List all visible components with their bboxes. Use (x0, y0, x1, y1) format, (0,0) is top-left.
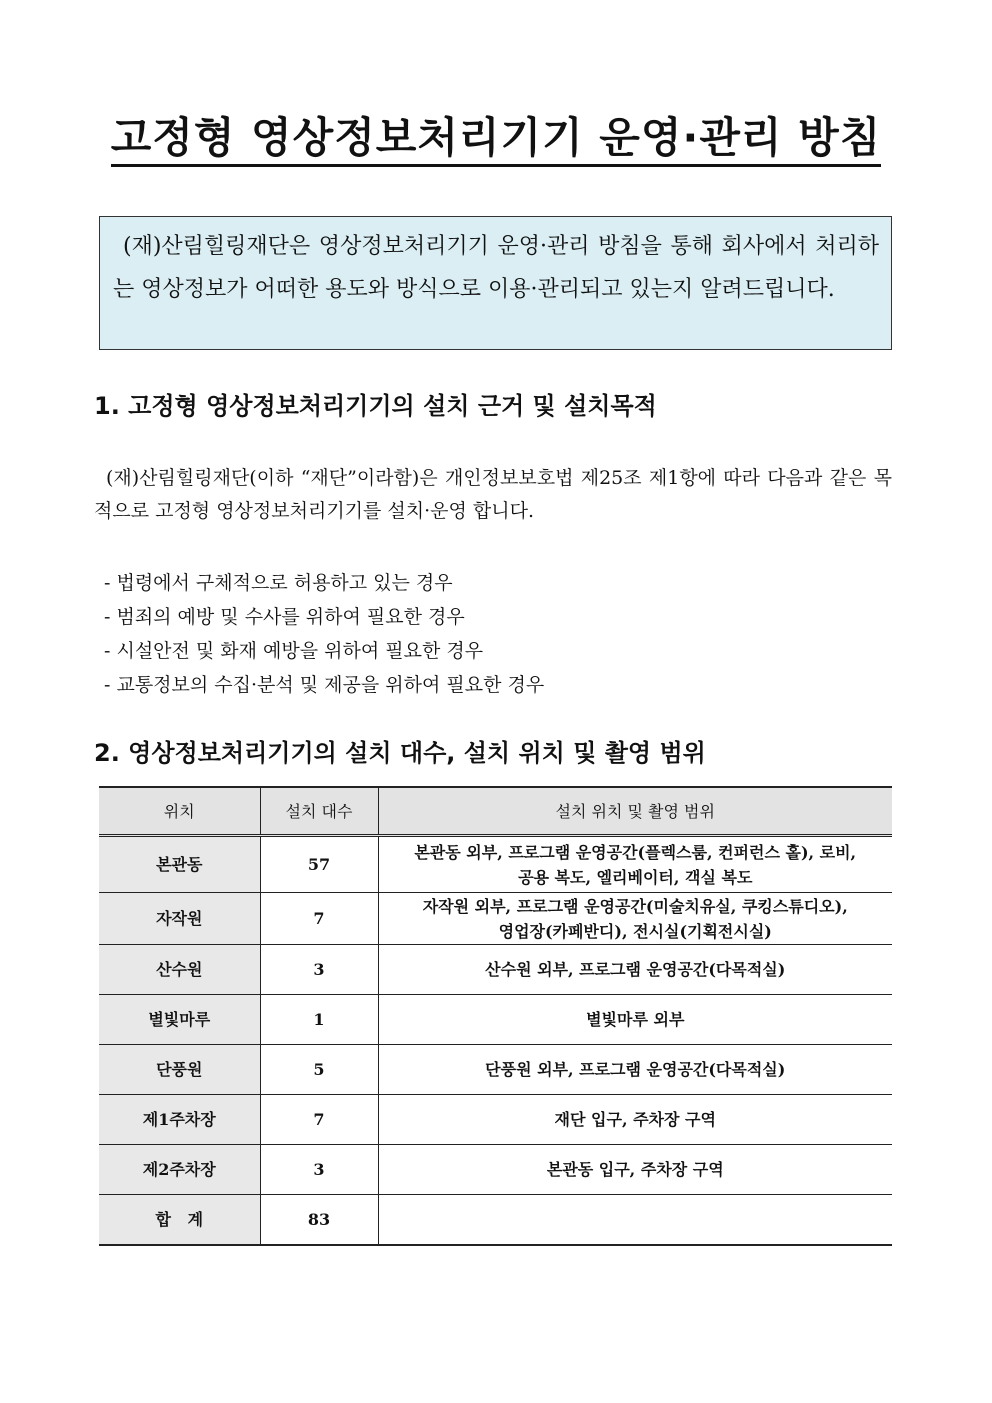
total-count: 83 (260, 1195, 378, 1245)
total-label: 합 계 (99, 1195, 260, 1245)
section1-body: (재)산림힐링재단(이하 “재단”이라함)은 개인정보보호법 제25조 제1항에 따라 다음과 같은 목적으로 고정형 영상정보처리기기를 설치·운영 합니다. (94, 467, 892, 522)
cell-location: 별빛마루 (99, 995, 260, 1045)
table-total-row (99, 1195, 892, 1245)
cell-count: 1 (260, 995, 378, 1045)
cell-range: 본관동 외부, 프로그램 운영공간(플렉스룸, 컨퍼런스 홀), 로비, 공용 복도, 엘리베이터, 객실 복도 (378, 836, 892, 893)
table-row (99, 893, 892, 945)
cell-count: 7 (260, 1095, 378, 1145)
list-item: - 교통정보의 수집·분석 및 제공을 위하여 필요한 경우 (104, 674, 545, 696)
table-row (99, 995, 892, 1045)
document-title: 고정형 영상정보처리기기 운영·관리 방침 (0, 108, 992, 168)
table-row (99, 836, 892, 893)
table-row (99, 945, 892, 995)
cell-range: 산수원 외부, 프로그램 운영공간(다목적실) (378, 945, 892, 995)
intro-text: (재)산림힐링재단은 영상정보처리기기 운영·관리 방침을 통해 회사에서 처리하는 영상정보가 어떠한 용도와 방식으로 이용·관리되고 있는지 알려드립니다. (113, 234, 879, 302)
header-count: 설치 대수 (260, 787, 378, 836)
list-item: - 시설안전 및 화재 예방을 위하여 필요한 경우 (104, 640, 484, 662)
table-header-row (99, 787, 892, 836)
cell-count: 57 (260, 836, 378, 893)
cell-count: 5 (260, 1045, 378, 1095)
cell-location: 자작원 (99, 893, 260, 945)
cell-range: 별빛마루 외부 (378, 995, 892, 1045)
intro-box (99, 216, 892, 350)
cell-count: 3 (260, 945, 378, 995)
installation-table (99, 786, 892, 1246)
cell-count: 7 (260, 893, 378, 945)
section1-heading: 1. 고정형 영상정보처리기기의 설치 근거 및 설치목적 (94, 392, 657, 420)
cell-range: 자작원 외부, 프로그램 운영공간(미술치유실, 쿠킹스튜디오), 영업장(카페반디), 전시실(기획전시실) (378, 893, 892, 945)
cell-range: 재단 입구, 주차장 구역 (378, 1095, 892, 1145)
header-range: 설치 위치 및 촬영 범위 (378, 787, 892, 836)
list-item: - 범죄의 예방 및 수사를 위하여 필요한 경우 (104, 606, 465, 628)
table-row (99, 1095, 892, 1145)
cell-location: 제1주차장 (99, 1095, 260, 1145)
cell-range: 본관동 입구, 주차장 구역 (378, 1145, 892, 1195)
cell-range: 단풍원 외부, 프로그램 운영공간(다목적실) (378, 1045, 892, 1095)
list-item: - 법령에서 구체적으로 허용하고 있는 경우 (104, 572, 453, 594)
table-row (99, 1145, 892, 1195)
cell-location: 제2주차장 (99, 1145, 260, 1195)
header-location: 위치 (99, 787, 260, 836)
total-range-empty (378, 1195, 892, 1245)
cell-location: 본관동 (99, 836, 260, 893)
purpose-list (104, 566, 544, 702)
cell-location: 단풍원 (99, 1045, 260, 1095)
table-row (99, 1045, 892, 1095)
cell-count: 3 (260, 1145, 378, 1195)
cell-location: 산수원 (99, 945, 260, 995)
section2-heading: 2. 영상정보처리기기의 설치 대수, 설치 위치 및 촬영 범위 (94, 739, 706, 767)
